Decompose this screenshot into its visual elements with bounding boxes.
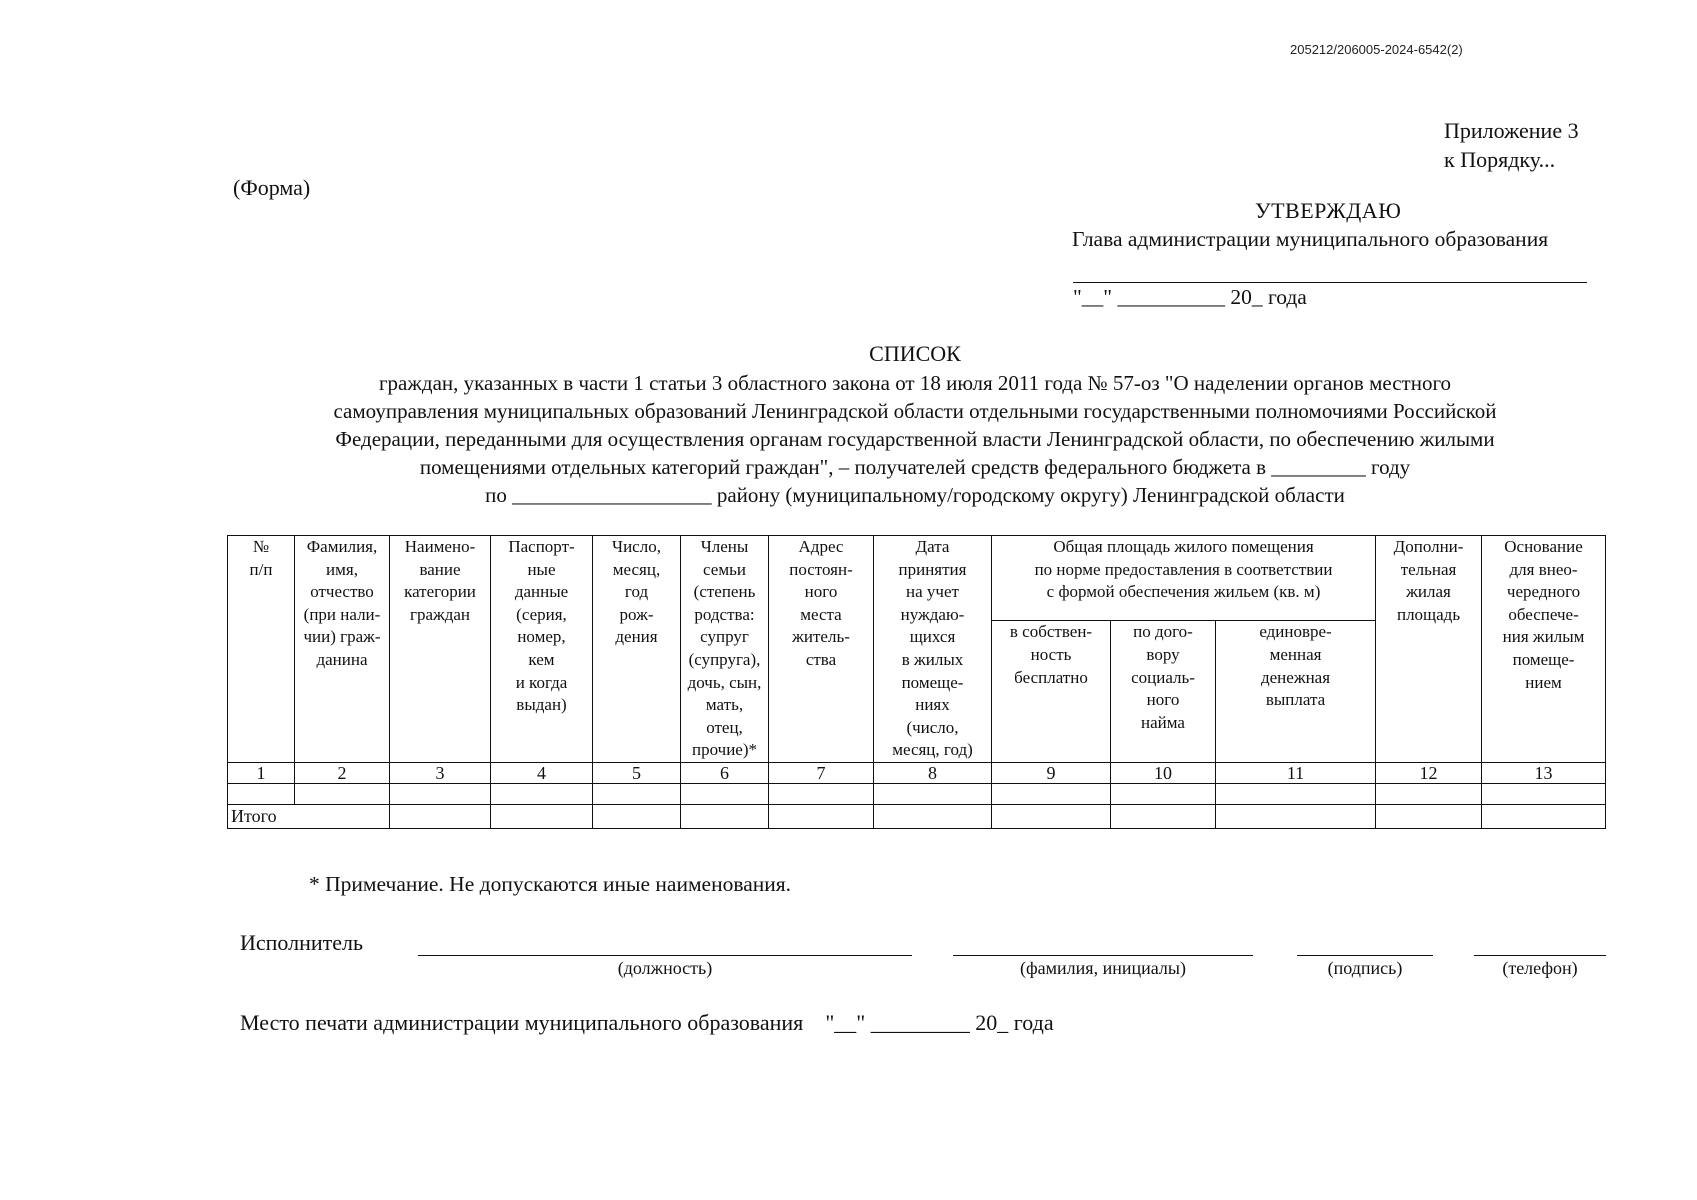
stamp-label: Место печати администрации муниципального образования — [240, 1010, 804, 1035]
header-text-line: помеще- — [1512, 649, 1575, 669]
header-text-line: вание — [419, 559, 461, 579]
executor-label: Исполнитель — [240, 930, 364, 955]
header-text-line: данина — [316, 649, 368, 669]
signature-line — [1297, 955, 1433, 956]
stamp-date-month: _________ — [870, 1010, 970, 1035]
column-number: 8 — [874, 762, 992, 783]
document-number: 205212/206005-2024-6542(2) — [1290, 42, 1463, 57]
approve-date-year: 20_ года — [1230, 285, 1307, 309]
header-text-line: социаль- — [1131, 667, 1195, 687]
approve-date — [1073, 285, 1307, 310]
column-number: 10 — [1111, 762, 1216, 783]
stamp-date-year: 20_ года — [975, 1010, 1054, 1035]
phone-line — [1474, 955, 1606, 956]
header-text-line: обеспече- — [1508, 604, 1579, 624]
header-text-line: (число, — [906, 717, 959, 737]
header-text-line: отец, — [706, 717, 743, 737]
table-cell — [681, 783, 769, 804]
column-number: 4 — [491, 762, 593, 783]
header-text-line: (серия, — [516, 604, 567, 624]
header-text-line: Число, — [612, 537, 661, 556]
header-col-5 — [593, 536, 681, 763]
signature-caption: (подпись) — [1327, 958, 1403, 978]
table-cell — [1376, 783, 1482, 804]
approve-date-close: " — [1103, 285, 1113, 309]
form-label: (Форма) — [233, 175, 311, 200]
header-text-line: граждан — [409, 604, 471, 624]
header-text-line: мать, — [705, 695, 744, 715]
header-text-line: Наимено- — [404, 537, 476, 556]
table-cell — [681, 804, 769, 828]
table-cell — [1216, 804, 1376, 828]
position-caption: (должность) — [617, 958, 713, 978]
footnote: * Примечание. Не допускаются иные наименования. — [309, 872, 792, 896]
list-line-3: Федерации, переданными для осуществления органам государственной власти Ленинградской области, по обеспечению жилыми — [335, 427, 1495, 451]
header-text-line: (супруга), — [688, 649, 761, 669]
table-cell — [228, 783, 295, 804]
header-text-line: щихся — [909, 627, 956, 647]
stamp-date-open: " — [825, 1010, 835, 1035]
header-text-line: Дата — [915, 537, 950, 556]
column-number: 12 — [1376, 762, 1482, 783]
header-text-line: Фамилия, — [306, 537, 378, 556]
header-col-11 — [1216, 621, 1376, 763]
header-text-line: чии) граж- — [303, 627, 381, 647]
table-cell — [390, 783, 491, 804]
header-text-line: и когда — [515, 672, 568, 692]
header-text-line: бесплатно — [1014, 667, 1088, 687]
column-number: 6 — [681, 762, 769, 783]
approve-signature-line — [1073, 282, 1587, 283]
header-text-line: Дополни- — [1393, 537, 1464, 556]
header-text-line: имя, — [326, 559, 358, 579]
header-text-line: найма — [1141, 712, 1185, 732]
header-text-line: единовре- — [1259, 622, 1332, 642]
header-row-1 — [228, 536, 1606, 621]
header-text-line: ность — [1030, 645, 1072, 664]
column-number: 5 — [593, 762, 681, 783]
header-text-line: прочие)* — [691, 740, 757, 760]
header-text-line: Общая площадь жилого помещения — [1053, 537, 1314, 556]
header-text-line: № — [252, 537, 270, 556]
header-text-line: по норме предоставления в соответствии — [1034, 559, 1333, 579]
header-text-line: ния жилым — [1502, 627, 1585, 647]
column-number: 13 — [1482, 762, 1606, 783]
table-cell — [593, 783, 681, 804]
header-text-line: в собствен- — [1009, 622, 1093, 642]
header-text-line: ного — [1146, 690, 1180, 710]
header-col-10 — [1111, 621, 1216, 763]
phone-caption: (телефон) — [1502, 958, 1578, 978]
header-text-line: семьи — [703, 559, 746, 579]
approve-date-month: __________ — [1117, 285, 1225, 309]
header-text-line: жилая — [1406, 582, 1451, 602]
header-text-line: Паспорт- — [508, 537, 575, 556]
stamp-date-day: __ — [834, 1010, 857, 1035]
column-number: 2 — [295, 762, 390, 783]
header-col-2 — [295, 536, 390, 763]
header-text-line: помеще- — [901, 672, 964, 692]
name-line — [953, 955, 1253, 956]
appendix-line-2: к Порядку... — [1444, 147, 1556, 172]
table-cell — [1111, 804, 1216, 828]
header-text-line: (степень — [693, 582, 756, 602]
header-text-line: нуждаю- — [900, 604, 965, 624]
header-col-7 — [769, 536, 874, 763]
list-title: СПИСОК — [869, 341, 961, 366]
total-label: Итого — [228, 804, 390, 828]
header-text-line: денежная — [1260, 667, 1331, 687]
header-col-1 — [228, 536, 295, 763]
header-text-line: выдан) — [516, 695, 567, 715]
header-text-line: месяц, — [612, 559, 661, 579]
header-text-line: менная — [1269, 645, 1322, 664]
approve-title: УТВЕРЖДАЮ — [1255, 198, 1402, 223]
table-cell — [295, 783, 390, 804]
approve-role: Глава администрации муниципального образования — [1072, 227, 1549, 251]
column-number-row — [228, 762, 1606, 783]
column-number: 7 — [769, 762, 874, 783]
list-line-1: граждан, указанных в части 1 статьи 3 областного закона от 18 июля 2011 года № 57-оз "О наделении органов местного — [378, 371, 1452, 395]
header-col-12 — [1376, 536, 1482, 763]
header-text-line: выплата — [1265, 690, 1326, 710]
citizens-register-table — [227, 535, 1606, 829]
table-cell — [992, 783, 1111, 804]
table-cell — [874, 783, 992, 804]
header-text-line: постоян- — [789, 559, 853, 579]
table-cell — [1482, 804, 1606, 828]
header-text-line: (при нали- — [303, 604, 381, 624]
header-text-line: ные — [527, 559, 556, 579]
header-text-line: нием — [1525, 672, 1562, 692]
stamp-line — [240, 1010, 1054, 1036]
header-text-line: в жилых — [901, 649, 964, 669]
table-cell — [1111, 783, 1216, 804]
total-row — [228, 804, 1606, 828]
header-text-line: житель- — [792, 627, 850, 647]
header-text-line: ного — [804, 582, 838, 602]
list-line-4: помещениями отдельных категорий граждан", – получателей средств федерального бюджета в _________ году — [419, 455, 1411, 479]
appendix-reference — [1444, 116, 1579, 174]
header-text-line: Основание — [1504, 537, 1583, 556]
header-text-line: ниях — [915, 695, 950, 715]
header-text-line: дения — [615, 627, 658, 647]
header-text-line: с формой обеспечения жильем (кв. м) — [1046, 582, 1321, 602]
header-text-line: рож- — [619, 604, 654, 624]
header-col-9 — [992, 621, 1111, 763]
header-text-line: по дого- — [1133, 622, 1193, 642]
list-line-2: самоуправления муниципальных образований Ленинградской области отдельными государственными полномочиями Российской — [333, 399, 1497, 423]
header-text-line: родства: — [694, 604, 755, 624]
stamp-date-close: " — [856, 1010, 866, 1035]
table-cell — [593, 804, 681, 828]
header-text-line: ства — [805, 649, 837, 669]
header-text-line: чередного — [1506, 582, 1581, 602]
header-text-line: п/п — [249, 559, 273, 579]
header-text-line: категории — [404, 582, 476, 602]
header-text-line: отчество — [310, 582, 374, 602]
name-caption: (фамилия, инициалы) — [1020, 958, 1186, 978]
header-text-line: Адрес — [798, 537, 844, 556]
header-text-line: для внео- — [1509, 559, 1578, 579]
header-group-area — [992, 536, 1376, 621]
table-cell — [1216, 783, 1376, 804]
header-text-line: места — [800, 604, 842, 624]
table-cell — [874, 804, 992, 828]
header-text-line: год — [624, 582, 649, 602]
table-cell — [491, 783, 593, 804]
header-col-8 — [874, 536, 992, 763]
table-cell — [769, 783, 874, 804]
table-cell — [769, 804, 874, 828]
header-text-line: данные — [514, 582, 569, 602]
header-text-line: на учет — [906, 582, 959, 602]
header-text-line: супруг — [700, 627, 749, 647]
column-number: 3 — [390, 762, 491, 783]
table-cell — [491, 804, 593, 828]
position-line — [418, 955, 912, 956]
approve-date-day: __ — [1081, 285, 1104, 309]
header-col-3 — [390, 536, 491, 763]
header-text-line: принятия — [898, 559, 967, 579]
header-text-line: тельная — [1400, 559, 1457, 579]
header-col-13 — [1482, 536, 1606, 763]
column-number: 1 — [228, 762, 295, 783]
header-text-line: площадь — [1396, 604, 1461, 624]
header-text-line: Члены — [700, 537, 749, 556]
column-number: 11 — [1216, 762, 1376, 783]
header-text-line: вору — [1146, 645, 1180, 664]
table-cell — [1376, 804, 1482, 828]
table-cell — [1482, 783, 1606, 804]
list-description — [240, 369, 1590, 509]
header-text-line: номер, — [517, 627, 566, 647]
header-col-4 — [491, 536, 593, 763]
approve-date-open: " — [1073, 285, 1082, 309]
table-cell — [390, 804, 491, 828]
column-number: 9 — [992, 762, 1111, 783]
appendix-line-1: Приложение 3 — [1444, 118, 1579, 143]
list-line-5: по ___________________ району (муниципальному/городскому округу) Ленинградской области — [485, 483, 1345, 507]
header-text-line: кем — [528, 649, 555, 669]
header-text-line: месяц, год) — [892, 740, 973, 760]
table-cell — [992, 804, 1111, 828]
table-row — [228, 783, 1606, 804]
header-col-6 — [681, 536, 769, 763]
header-text-line: дочь, сын, — [687, 672, 762, 692]
